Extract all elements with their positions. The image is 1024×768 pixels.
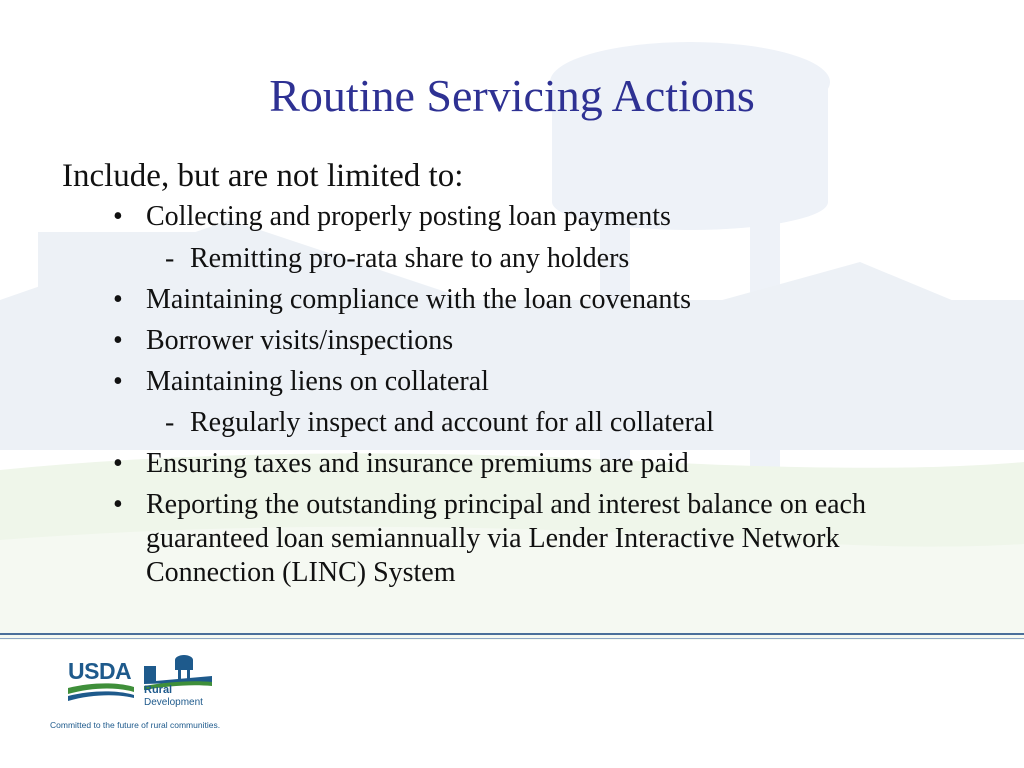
logo-rural-text: Rural <box>144 684 173 696</box>
list-item <box>113 324 966 358</box>
footer-divider-thin <box>0 638 1024 639</box>
list-item-text: Reporting the outstanding principal and interest balance on each guaranteed loan semiannually via Lender Interactive Network Connection (LINC) System <box>146 489 866 588</box>
slide-title: Routine Servicing Actions <box>269 70 755 121</box>
list-item-text: Maintaining liens on collateral <box>146 366 489 397</box>
bullet-icon: • <box>113 284 123 315</box>
dash-icon: - <box>165 407 175 438</box>
list-item-text: Ensuring taxes and insurance premiums are paid <box>146 448 689 479</box>
footer-divider <box>0 633 1024 635</box>
list-item <box>113 200 966 234</box>
bullet-icon: • <box>113 201 123 232</box>
list-item <box>113 283 966 317</box>
intro-text: Include, but are not limited to: <box>62 158 464 194</box>
footer-tagline: Committed to the future of rural communities. <box>50 720 221 730</box>
sub-list-item <box>165 242 970 276</box>
list-item-text: Collecting and properly posting loan payments <box>146 201 671 232</box>
bullet-icon: • <box>113 448 123 479</box>
list-item <box>113 365 966 399</box>
list-item <box>113 488 961 590</box>
dash-icon: - <box>165 243 175 274</box>
bullet-icon: • <box>113 325 123 356</box>
list-item-text: Borrower visits/inspections <box>146 325 454 356</box>
bullet-icon: • <box>113 489 123 520</box>
logo-development-text: Development <box>144 697 203 708</box>
sub-list-item-text: Regularly inspect and account for all collateral <box>190 407 715 438</box>
list-item <box>113 447 966 481</box>
logo-usda-text: USDA <box>68 658 132 684</box>
list-item-text: Maintaining compliance with the loan covenants <box>146 284 692 315</box>
sub-list-item <box>165 406 970 440</box>
bullet-icon: • <box>113 366 123 397</box>
sub-list-item-text: Remitting pro-rata share to any holders <box>190 243 630 274</box>
